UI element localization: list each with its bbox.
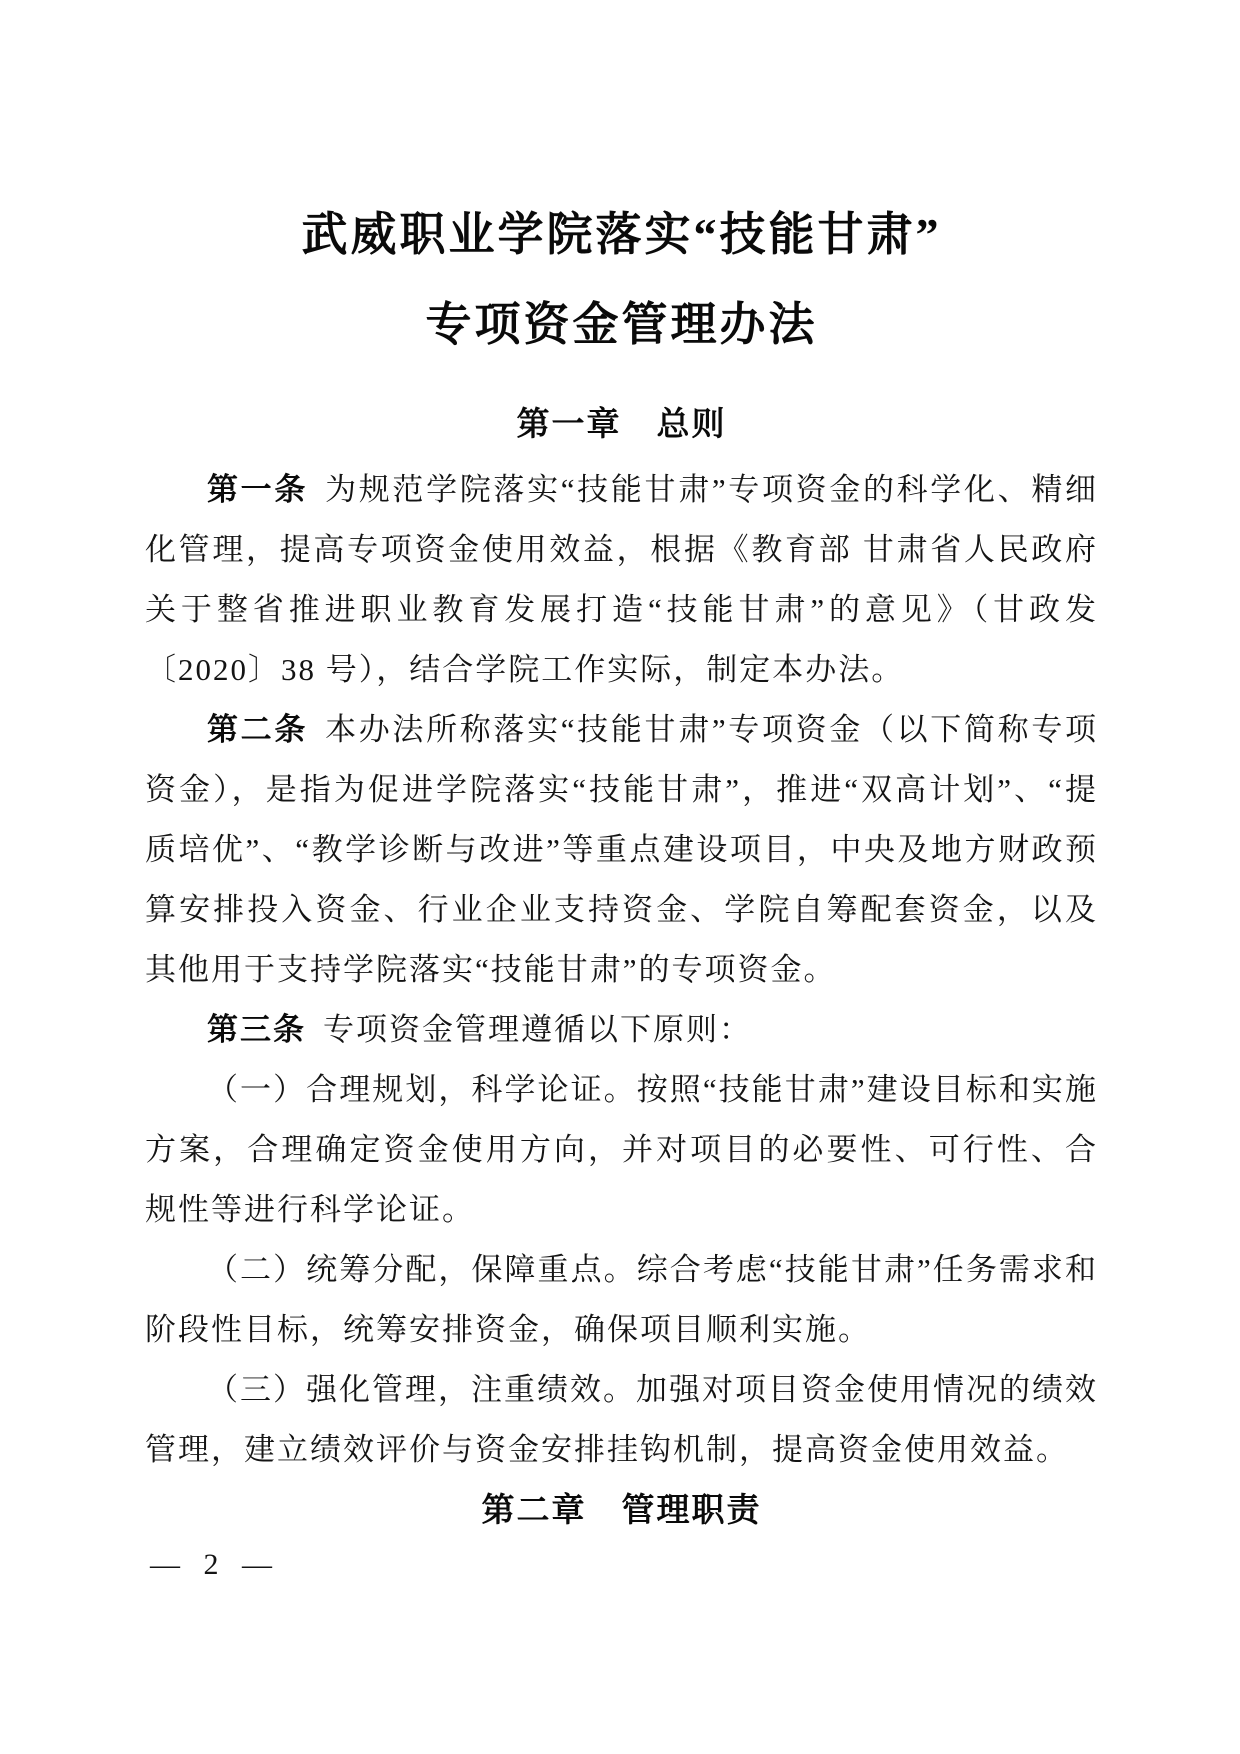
article-body-1: 为规范学院落实“技能甘肃”专项资金的科学化、精细化管理，提高专项资金使用效益，根据《教育部 甘肃省人民政府关于整省推进职业教育发展打造“技能甘肃”的意见》（甘政发〔2020〕38 号），结合学院工作实际，制定本办法。 <box>145 472 1098 687</box>
document-title <box>145 190 1098 370</box>
title-line-1: 武威职业学院落实“技能甘肃” <box>301 209 942 260</box>
article-paragraph-2 <box>145 700 1098 1000</box>
principle-paragraph-1: （一）合理规划，科学论证。按照“技能甘肃”建设目标和实施方案，合理确定资金使用方向，并对项目的必要性、可行性、合规性等进行科学论证。 <box>145 1072 1098 1227</box>
article-body-3: 专项资金管理遵循以下原则： <box>323 1012 753 1047</box>
article-label-2: 第二条 <box>207 712 309 747</box>
article-label-3: 第三条 <box>207 1012 306 1047</box>
article-paragraph-3 <box>145 1000 1098 1060</box>
article-paragraph-1 <box>145 460 1098 700</box>
title-line-2: 专项资金管理办法 <box>425 299 818 350</box>
chapter-heading-2: 第二章 管理职责 <box>481 1491 762 1528</box>
principle-paragraph-2: （二）统筹分配，保障重点。综合考虑“技能甘肃”任务需求和阶段性目标，统筹安排资金，确保项目顺利实施。 <box>145 1252 1098 1347</box>
principle-paragraph-3: （三）强化管理，注重绩效。加强对项目资金使用情况的绩效管理，建立绩效评价与资金安排挂钩机制，提高资金使用效益。 <box>145 1372 1098 1467</box>
article-body-2: 本办法所称落实“技能甘肃”专项资金（以下简称专项资金），是指为促进学院落实“技能甘肃”，推进“双高计划”、“提质培优”、“教学诊断与改进”等重点建设项目，中央及地方财政预算安排投入资金、行业企业支持资金、学院自筹配套资金，以及其他用于支持学院落实“技能甘肃”的专项资金。 <box>145 712 1098 987</box>
chapter-heading-1: 第一章 总则 <box>516 405 727 442</box>
article-label-1: 第一条 <box>207 472 309 507</box>
page-number: — 2 — <box>150 1548 280 1581</box>
